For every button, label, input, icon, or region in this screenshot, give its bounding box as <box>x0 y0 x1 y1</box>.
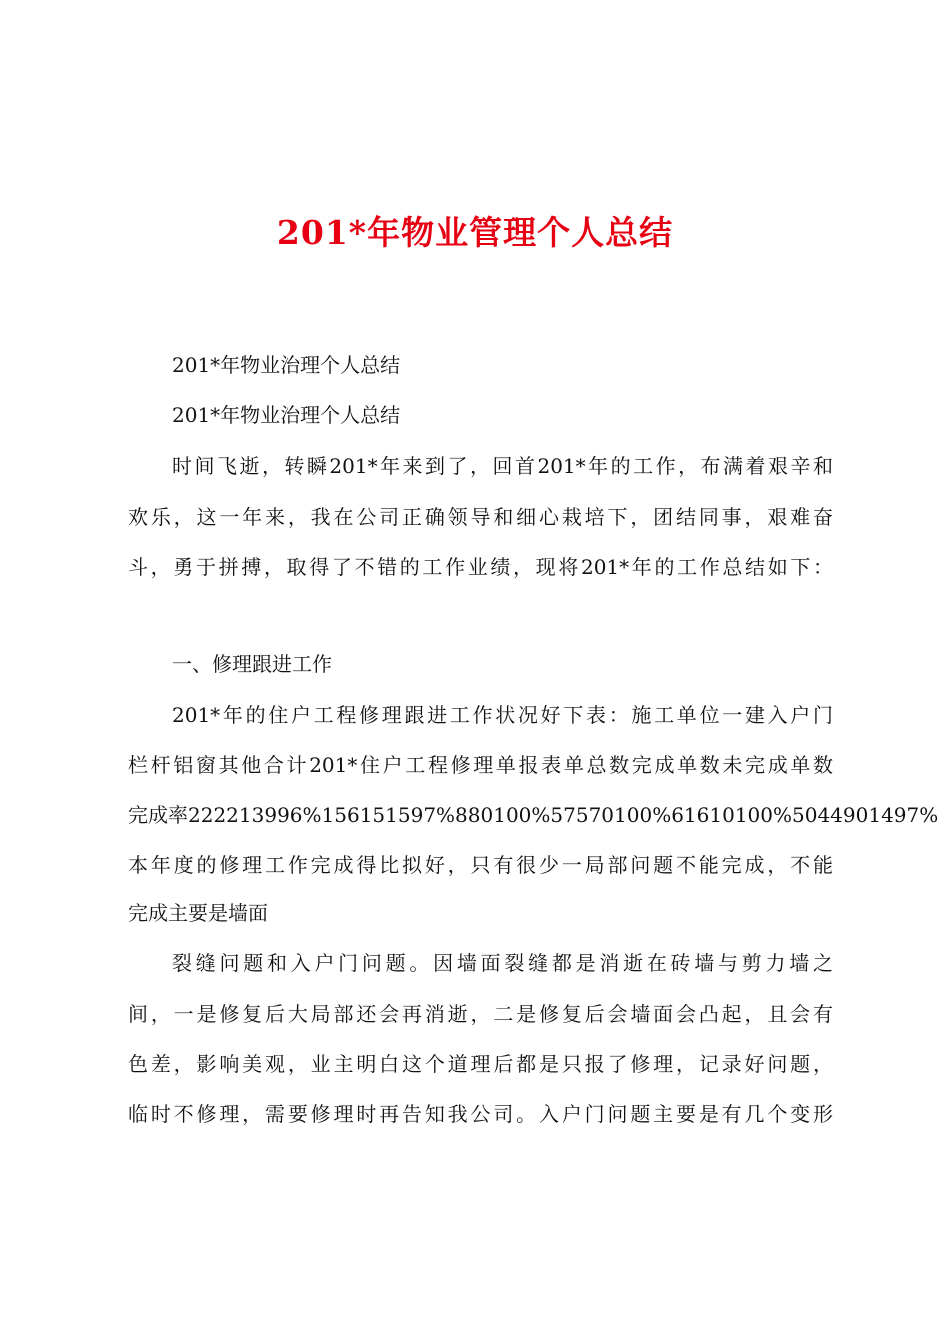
paragraph-line: 临时不修理，需要修理时再告知我公司。入户门问题主要是有几个变形 <box>128 1102 833 1126</box>
paragraph-line: 时间飞逝，转瞬201*年来到了，回首201*年的工作，布满着艰辛和 <box>172 454 833 478</box>
subtitle-line-1: 201*年物业治理个人总结 <box>172 353 401 377</box>
section-heading: 一、修理跟进工作 <box>172 652 332 676</box>
paragraph-line: 完成主要是墙面 <box>128 901 268 925</box>
paragraph-line: 裂缝问题和入户门问题。因墙面裂缝都是消逝在砖墙与剪力墙之 <box>172 951 833 975</box>
paragraph-line: 欢乐，这一年来，我在公司正确领导和细心栽培下，团结同事，艰难奋 <box>128 505 833 529</box>
paragraph-line: 斗，勇于拼搏，取得了不错的工作业绩，现将201*年的工作总结如下： <box>128 555 833 579</box>
paragraph-line: 201*年的住户工程修理跟进工作状况好下表：施工单位一建入户门 <box>172 703 833 727</box>
paragraph-line: 色差，影响美观，业主明白这个道理后都是只报了修理，记录好问题， <box>128 1052 833 1076</box>
paragraph-line: 本年度的修理工作完成得比拟好，只有很少一局部问题不能完成，不能 <box>128 853 833 877</box>
subtitle-line-2: 201*年物业治理个人总结 <box>172 403 401 427</box>
document-title: 201*年物业管理个人总结 <box>276 213 674 252</box>
paragraph-line: 间，一是修复后大局部还会再消逝，二是修复后会墙面会凸起，且会有 <box>128 1002 833 1026</box>
paragraph-line: 栏杆铝窗其他合计201*住户工程修理单报表单总数完成单数未完成单数 <box>128 753 833 777</box>
paragraph-line: 完成率222213996%156151597%880100%57570100%61610100%5044901497% <box>128 803 939 827</box>
